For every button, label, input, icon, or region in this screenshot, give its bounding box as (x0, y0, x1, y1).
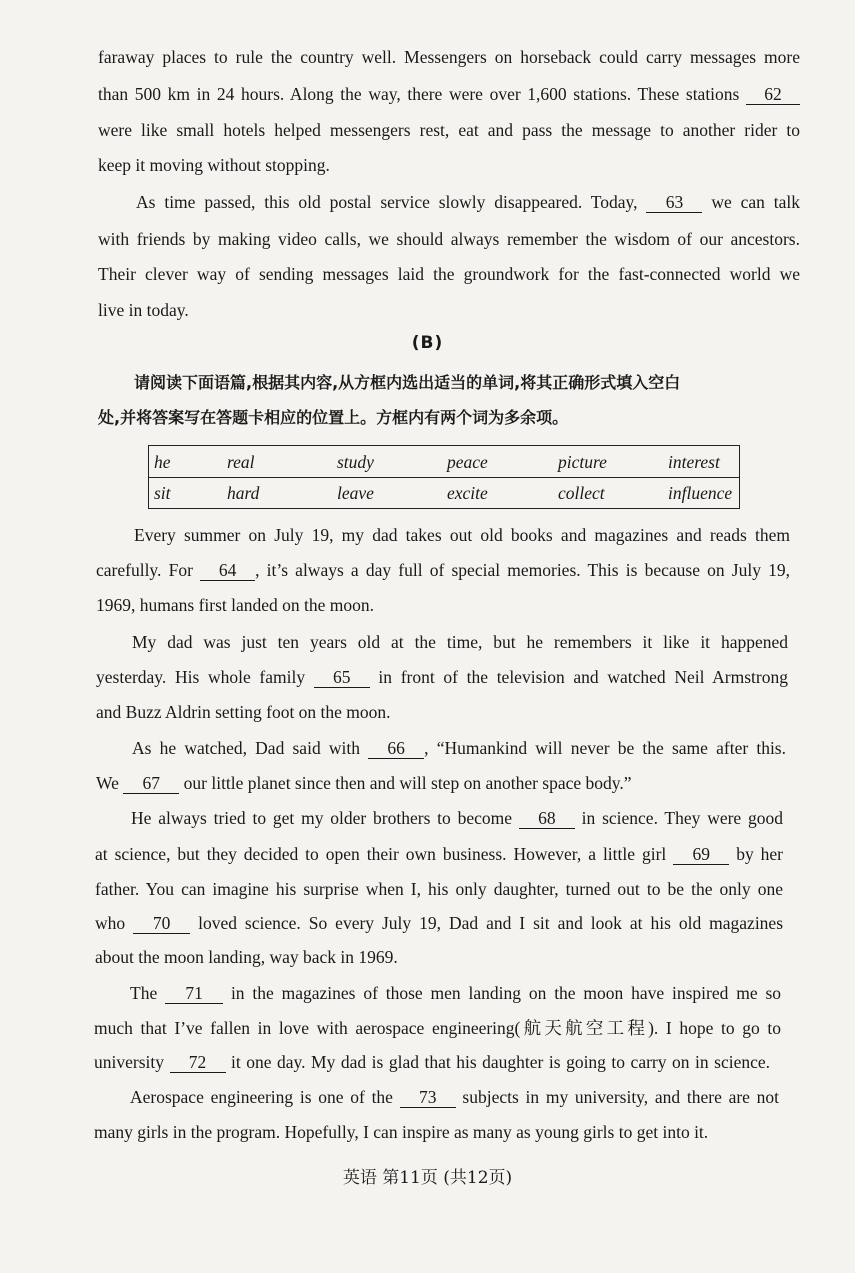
blank-72: 72 (170, 1052, 226, 1073)
text-line: 1969, humans first landed on the moon. (96, 595, 375, 615)
blank-62: 62 (746, 84, 800, 105)
text-line: at science, but they decided to open their own business. However, a little girl 69 by her (95, 844, 783, 864)
blank-73: 73 (400, 1087, 456, 1108)
text-line: keep it moving without stopping. (98, 155, 330, 175)
text-line: than 500 km in 24 hours. Along the way, there were over 1,600 stations. These stations 62 (98, 82, 800, 106)
instruction-line: 处,并将答案写在答题卡相应的位置上。方框内有两个词为多余项。 (98, 408, 569, 427)
text-line: who 70 loved science. So every July 19, Dad and I sit and look at his old magazines (95, 913, 784, 933)
text-line: faraway places to rule the country well. Messengers on horseback could carry messages more (98, 47, 800, 67)
blank-64: 64 (200, 560, 255, 581)
blank-63: 63 (646, 192, 702, 213)
text-line: As he watched, Dad said with 66 , “Humankind will never be the same after this. (132, 738, 786, 758)
word-box (148, 445, 740, 509)
word-option: peace (447, 452, 488, 472)
text-line: The 71 in the magazines of those men landing on the moon have inspired me so (130, 983, 782, 1003)
page-footer: 英语 第11页 (共12页) (342, 1168, 513, 1188)
text-line: As time passed, this old postal service slowly disappeared. Today, 63 we can talk (136, 192, 801, 212)
word-option: interest (668, 452, 720, 472)
text-line: were like small hotels helped messengers rest, eat and pass the message to another rider to (98, 120, 800, 140)
text-line: We 67 our little planet since then and will step on another space body.” (96, 773, 632, 793)
text-line: carefully. For 64 , it’s always a day full of special memories. This is because on July 19, (96, 560, 791, 580)
word-option: hard (227, 483, 260, 503)
word-option: picture (558, 452, 607, 472)
blank-71: 71 (165, 983, 223, 1004)
blank-67: 67 (123, 773, 179, 794)
blank-65: 65 (314, 667, 370, 688)
word-option: excite (447, 483, 488, 503)
text-line: many girls in the program. Hopefully, I can inspire as many as young girls to get into it. (94, 1122, 709, 1142)
word-option: he (154, 452, 171, 472)
blank-66: 66 (368, 738, 424, 759)
text-line: and Buzz Aldrin setting foot on the moon. (96, 702, 391, 722)
word-option: leave (337, 483, 374, 503)
word-option: study (337, 452, 374, 472)
text-line: much that I’ve fallen in love with aerospace engineering(航天航空工程). I hope to go to (94, 1018, 781, 1038)
word-option: sit (154, 483, 171, 503)
word-option: influence (668, 483, 733, 503)
word-option: real (227, 452, 255, 472)
text-line: with friends by making video calls, we should always remember the wisdom of our ancestors. (98, 229, 800, 249)
text-line: Their clever way of sending messages laid the groundwork for the fast-connected world we (98, 264, 800, 284)
instruction-line: 请阅读下面语篇,根据其内容,从方框内选出适当的单词,将其正确形式填入空白 (134, 373, 681, 392)
word-box-divider (149, 477, 739, 478)
word-option: collect (558, 483, 605, 503)
text-line: He always tried to get my older brothers to become 68 in science. They were good (131, 808, 784, 828)
text-line: university 72 it one day. My dad is glad that his daughter is going to carry on in science. (94, 1052, 771, 1072)
blank-68: 68 (519, 808, 575, 829)
text-line: My dad was just ten years old at the time, but he remembers it like it happened (132, 632, 788, 652)
text-line: about the moon landing, way back in 1969. (95, 947, 398, 967)
text-line: Every summer on July 19, my dad takes out old books and magazines and reads them (134, 525, 790, 545)
blank-70: 70 (133, 913, 190, 934)
text-line: live in today. (98, 300, 189, 320)
section-heading: (B) (411, 333, 444, 353)
text-line: Aerospace engineering is one of the 73 subjects in my university, and there are not (130, 1087, 780, 1107)
text-line: father. You can imagine his surprise when I, his only daughter, turned out to be the only one (95, 879, 783, 899)
text-line: yesterday. His whole family 65 in front of the television and watched Neil Armstrong (96, 667, 788, 687)
blank-69: 69 (673, 844, 729, 865)
